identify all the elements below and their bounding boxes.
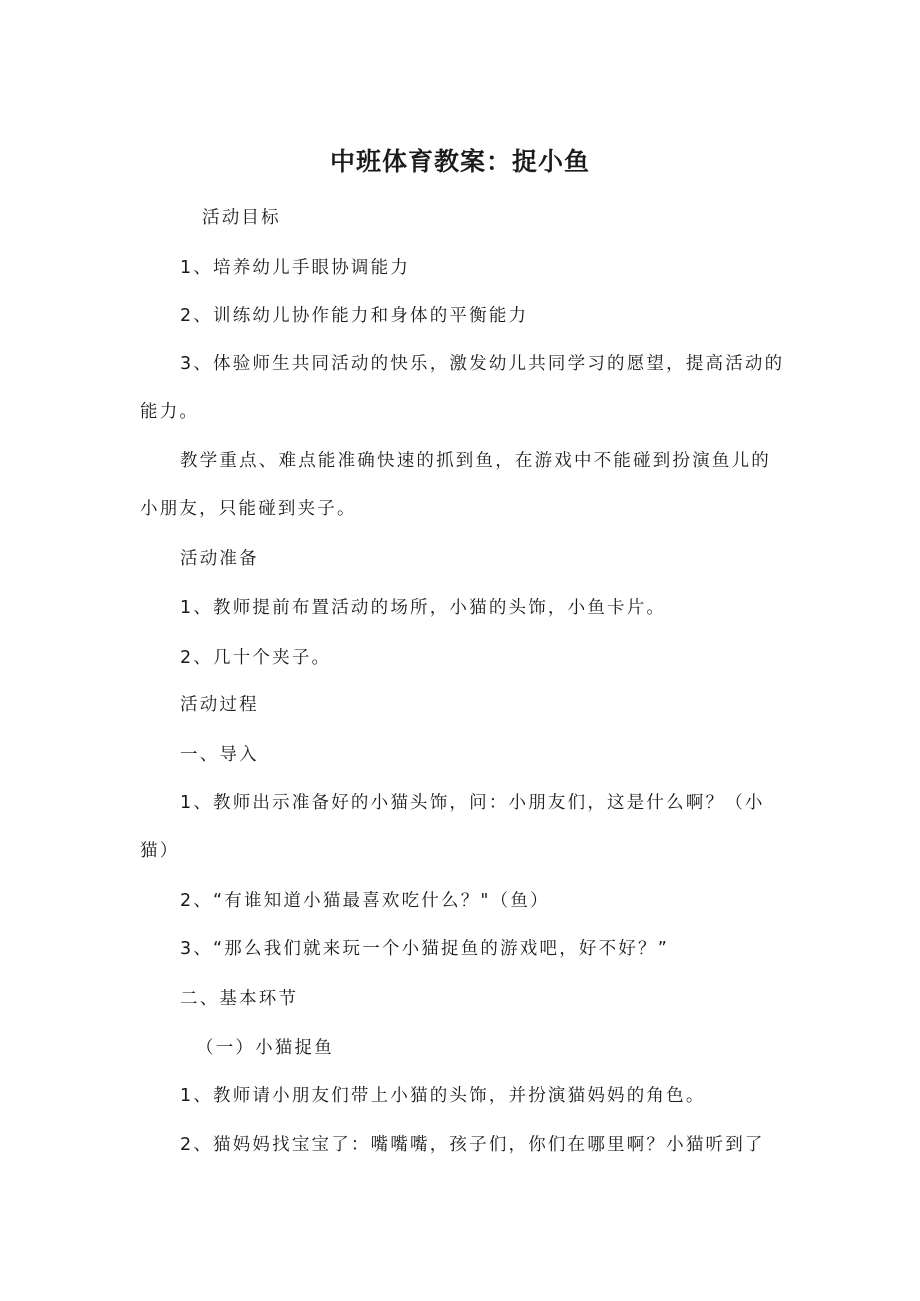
paragraph-intro-1: 1、教师出示准备好的小猫头饰，问：小朋友们，这是什么啊？（小猫）	[140, 793, 765, 861]
paragraph-intro-heading: 一、导入	[180, 745, 259, 765]
paragraph-cat-catch-fish-heading: （一）小猫捉鱼	[196, 1038, 334, 1058]
paragraph-intro-2: 2、“有谁知道小猫最喜欢吃什么？"（鱼）	[180, 891, 550, 911]
paragraph-basic-2: 2、猫妈妈找宝宝了：嘴嘴嘴，孩子们，你们在哪里啊？小猫听到了	[180, 1135, 765, 1155]
paragraph-activity-goals-heading: 活动目标	[202, 208, 281, 228]
paragraph-goal-3: 3、体验师生共同活动的快乐，激发幼儿共同学习的愿望，提高活动的能力。	[140, 354, 785, 422]
paragraph-preparation-heading: 活动准备	[180, 549, 259, 569]
document-title: 中班体育教案：捉小鱼	[329, 147, 590, 176]
paragraph-basic-1: 1、教师请小朋友们带上小猫的头饰，并扮演猫妈妈的角色。	[180, 1086, 706, 1106]
paragraph-preparation-2: 2、几十个夹子。	[180, 648, 332, 668]
paragraph-key-points: 教学重点、难点能准确快速的抓到鱼，在游戏中不能碰到扮演鱼儿的小朋友，只能碰到夹子。	[140, 451, 771, 519]
paragraph-preparation-1: 1、教师提前布置活动的场所，小猫的头饰，小鱼卡片。	[180, 598, 667, 618]
paragraph-goal-2: 2、训练幼儿协作能力和身体的平衡能力	[180, 306, 529, 326]
paragraph-goal-1: 1、培养幼儿手眼协调能力	[180, 258, 411, 278]
paragraph-process-heading: 活动过程	[180, 695, 259, 715]
paragraph-basic-heading: 二、基本环节	[180, 989, 299, 1009]
paragraph-intro-3: 3、“那么我们就来玩一个小猫捉鱼的游戏吧，好不好？”	[180, 939, 669, 959]
